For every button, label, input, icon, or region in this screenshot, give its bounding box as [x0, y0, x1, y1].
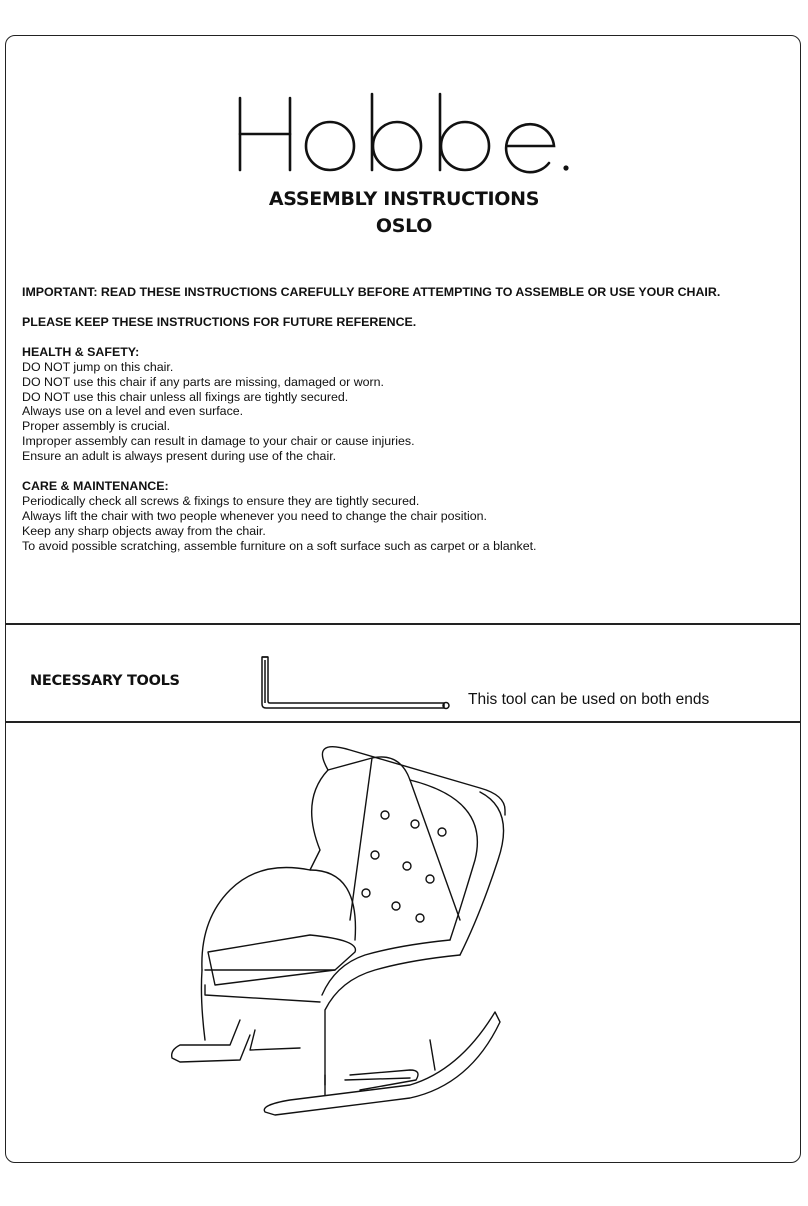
tool-note: This tool can be used on both ends: [468, 691, 710, 708]
allen-key-icon: [258, 654, 454, 712]
section-divider: [5, 721, 801, 723]
document-title: ASSEMBLY INSTRUCTIONS: [268, 188, 540, 210]
list-item: DO NOT jump on this chair.: [22, 359, 174, 374]
tools-heading: NECESSARY TOOLS: [30, 673, 180, 689]
list-item: Proper assembly is crucial.: [22, 419, 171, 434]
list-item: Always use on a level and even surface.: [22, 404, 244, 419]
health-safety-heading: HEALTH & SAFETY:: [22, 344, 140, 359]
hobbe-logo: [236, 88, 576, 178]
section-divider: [5, 623, 801, 625]
list-item: Always lift the chair with two people whenever you need to change the chair position.: [22, 508, 487, 523]
list-item: To avoid possible scratching, assemble furniture on a soft surface such as carpet or a blanket.: [22, 538, 537, 553]
important-notice: IMPORTANT: READ THESE INSTRUCTIONS CAREFULLY BEFORE ATTEMPTING TO ASSEMBLE OR USE YOUR CHAIR.: [22, 285, 721, 299]
list-item: Keep any sharp objects away from the chair.: [22, 523, 266, 538]
list-item: Improper assembly can result in damage to your chair or cause injuries.: [22, 434, 415, 449]
product-name: OSLO: [375, 215, 433, 237]
list-item: DO NOT use this chair if any parts are missing, damaged or worn.: [22, 374, 384, 389]
keep-notice: PLEASE KEEP THESE INSTRUCTIONS FOR FUTURE REFERENCE.: [22, 314, 417, 329]
list-item: DO NOT use this chair unless all fixings are tightly secured.: [22, 389, 349, 404]
instructions-text: [22, 285, 792, 554]
list-item: Ensure an adult is always present during use of the chair.: [22, 449, 337, 464]
care-maintenance-heading: CARE & MAINTENANCE:: [22, 479, 169, 494]
rocking-chair-illustration: [160, 740, 510, 1120]
list-item: Periodically check all screws & fixings to ensure they are tightly secured.: [22, 493, 420, 508]
